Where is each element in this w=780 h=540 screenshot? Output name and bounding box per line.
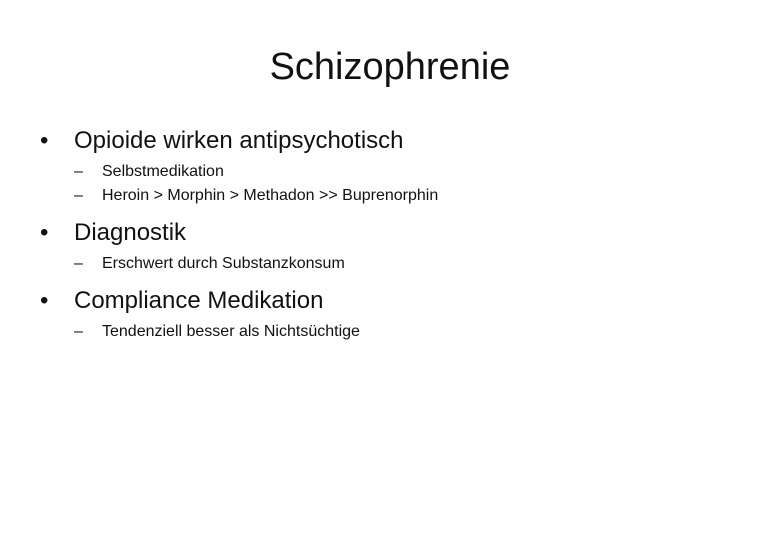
subitem-list <box>74 160 740 208</box>
subitem <box>74 320 740 344</box>
subitem-text: Selbstmedikation <box>102 163 224 180</box>
subitem-marker: – <box>74 255 83 272</box>
bullet-text: Diagnostik <box>74 219 187 246</box>
subitem-text: Tendenziell besser als Nichtsüchtige <box>102 323 360 340</box>
bullet-marker: • <box>40 287 49 314</box>
subitem-marker: – <box>74 187 83 204</box>
subitem-list <box>74 320 740 344</box>
subitem <box>74 160 740 184</box>
bullet-item <box>40 216 740 276</box>
subitem-text: Heroin > Morphin > Methadon >> Buprenorphin <box>102 187 439 204</box>
subitem-marker: – <box>74 323 83 340</box>
subitem-marker: – <box>74 163 83 180</box>
bullet-marker: • <box>40 127 49 154</box>
bullet-list <box>40 124 740 352</box>
subitem <box>74 252 740 276</box>
subitem <box>74 184 740 208</box>
bullet-text: Opioide wirken antipsychotisch <box>74 127 404 154</box>
bullet-item <box>40 124 740 208</box>
subitem-list <box>74 252 740 276</box>
bullet-item <box>40 284 740 344</box>
subitem-text: Erschwert durch Substanzkonsum <box>102 255 345 272</box>
bullet-marker: • <box>40 219 49 246</box>
bullet-text: Compliance Medikation <box>74 287 324 314</box>
slide-title: Schizophrenie <box>269 46 511 88</box>
